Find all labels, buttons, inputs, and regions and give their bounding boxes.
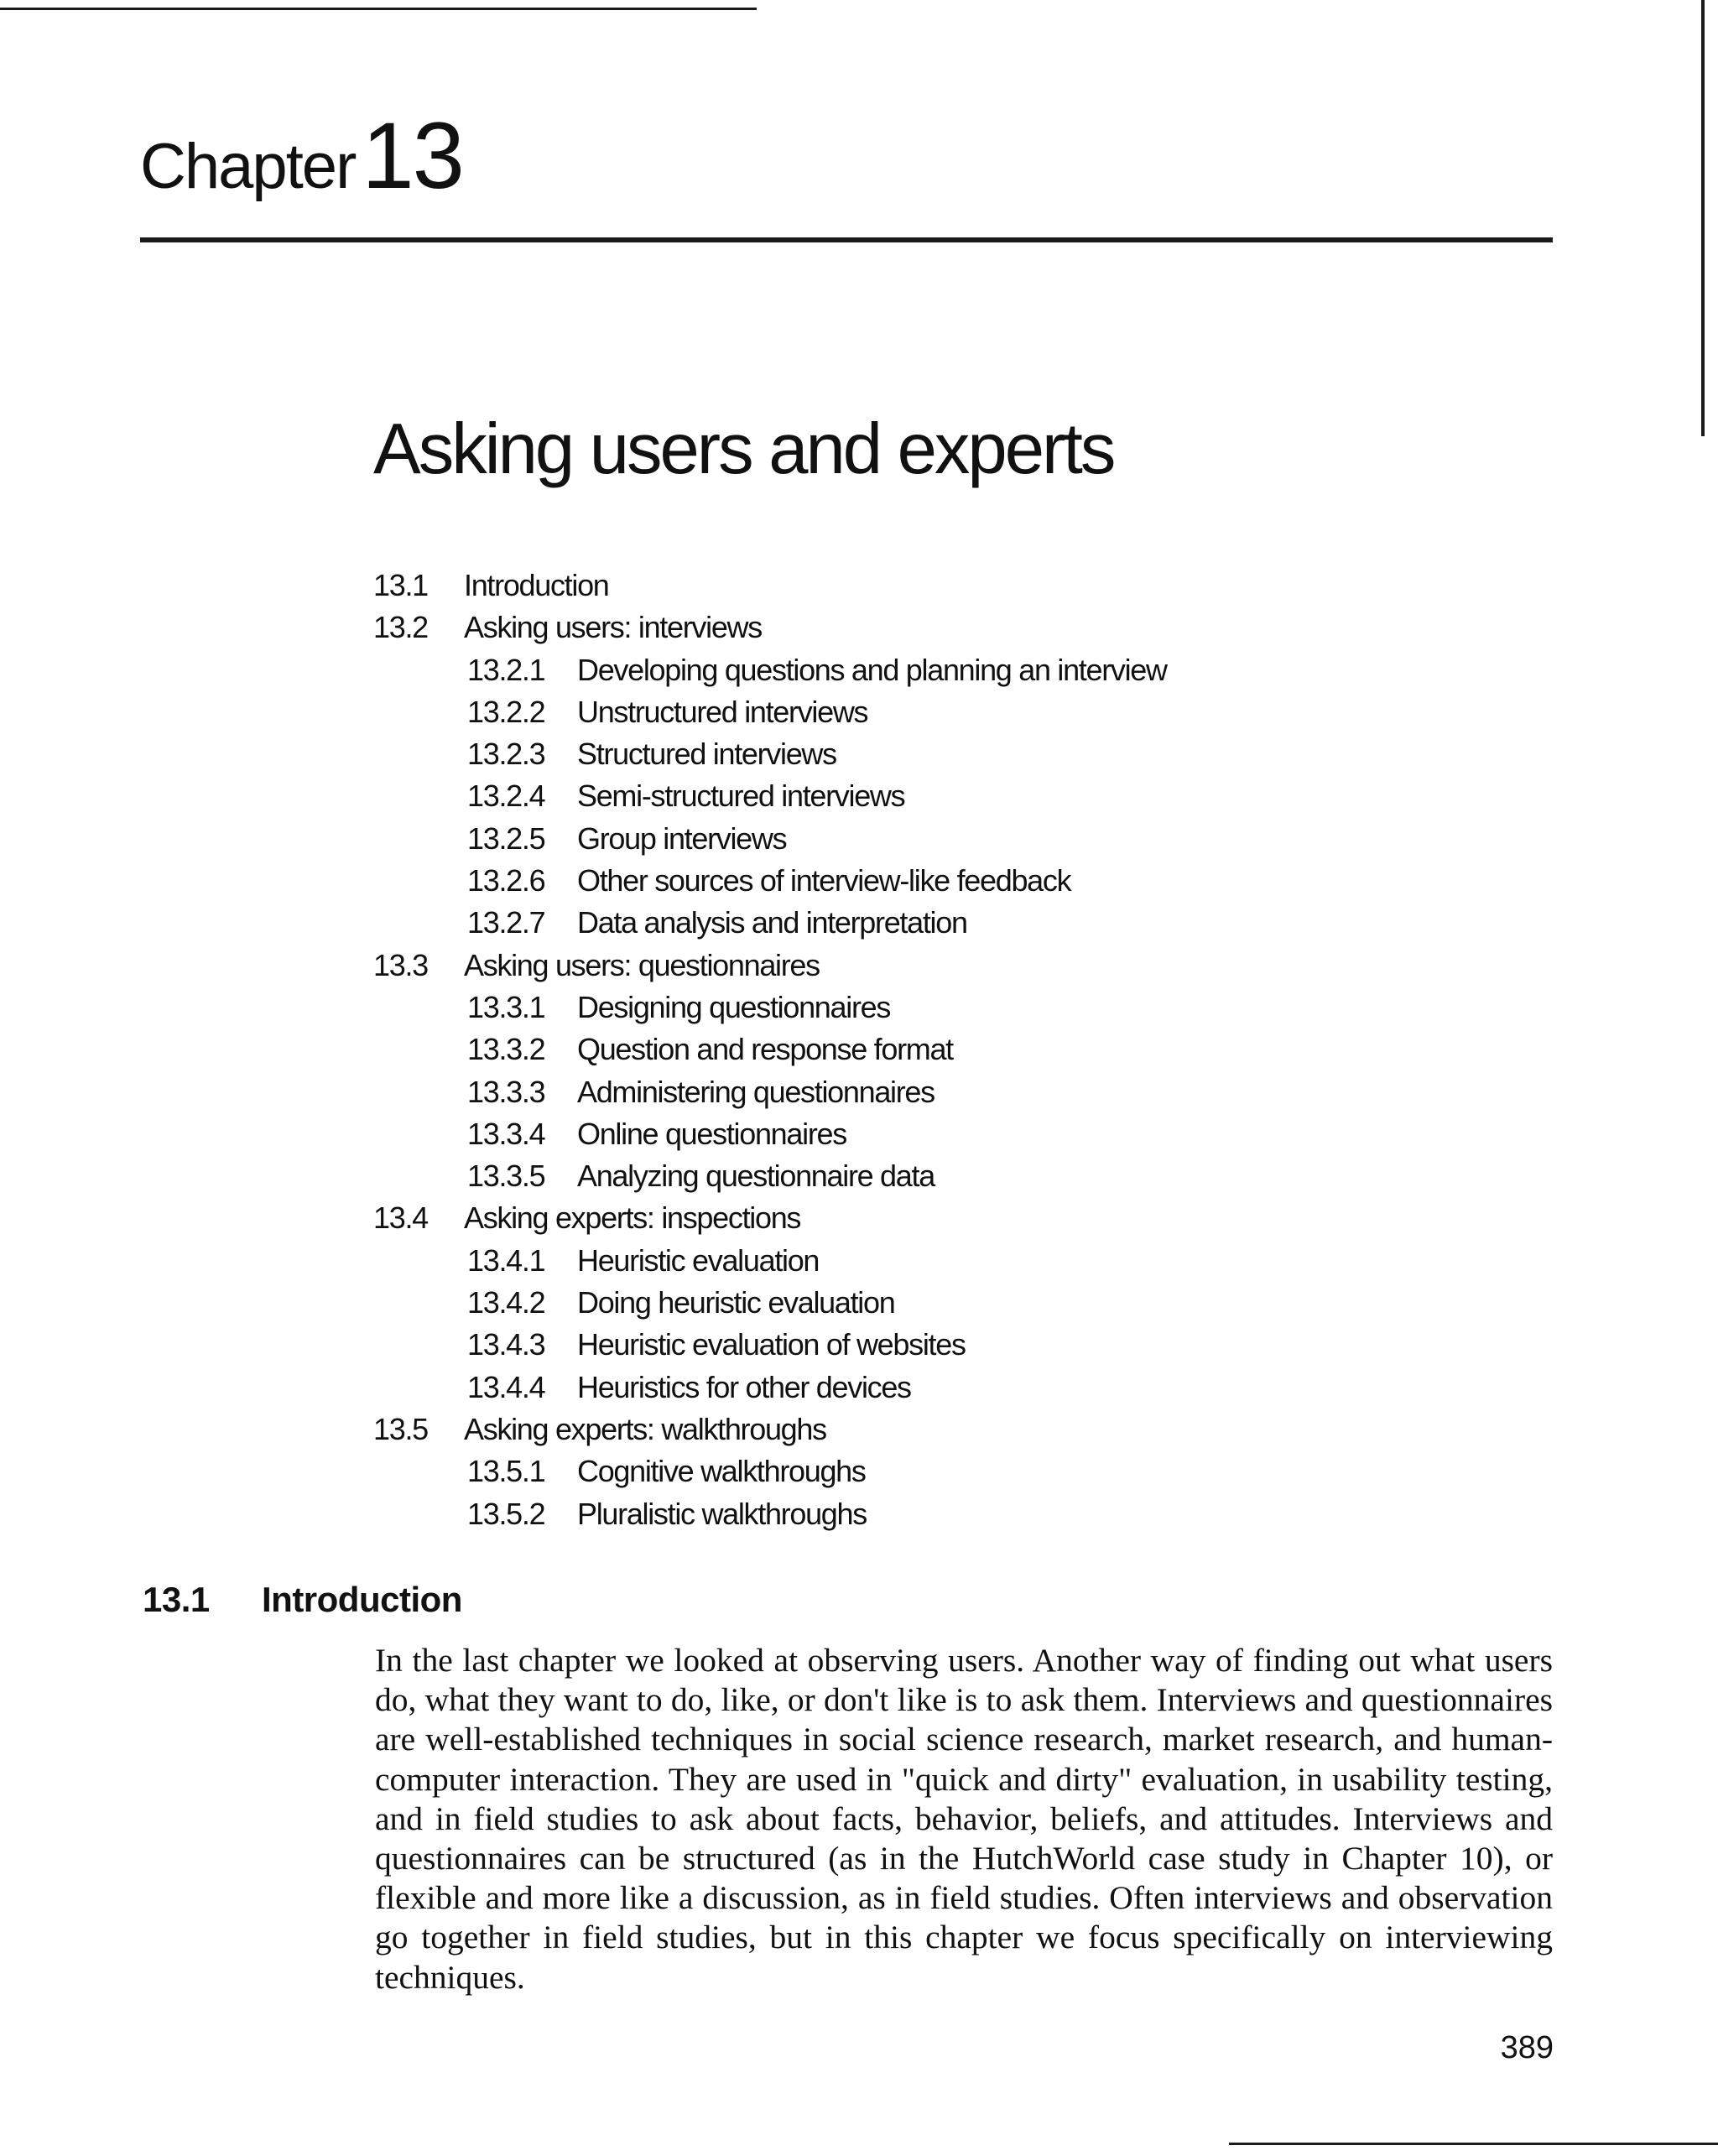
intro-paragraph: In the last chapter we looked at observing users. Another way of finding out what users do, what they want to do, like, or don't like is to ask them. Interviews and questionnaires are well-established techniques in social science research, market research, and human-computer interaction. They are used in "quick and dirty" evaluation, in usability testing, and in field studies to ask about facts, behavior, beliefs, and attitudes. Interviews and questionnaires can be structured (as in the HutchWorld case study in Chapter 10), or flexible and more like a discussion, as in field studies. Often interviews and observation go together in field studies, but in this chapter we focus specifically on interviewing techniques. <box>375 1642 1553 1996</box>
toc-entry-number: 13.4 <box>373 1200 428 1236</box>
toc-entry-label: Introduction <box>464 568 609 602</box>
toc-entry <box>373 1242 1380 1284</box>
chapter-word: Chapter <box>140 131 356 202</box>
toc-entry-number: 13.3.4 <box>467 1116 545 1151</box>
toc-entry <box>373 1115 1380 1157</box>
toc-entry-number: 13.4.2 <box>467 1285 545 1320</box>
toc-entry-label: Heuristic evaluation of websites <box>577 1327 966 1362</box>
chapter-number: 13 <box>362 103 463 208</box>
toc-entry <box>373 651 1380 693</box>
toc-entry-label: Asking users: interviews <box>464 610 762 645</box>
table-of-contents <box>373 566 1380 1537</box>
toc-entry-label: Other sources of interview-like feedback <box>577 863 1071 898</box>
toc-entry-label: Data analysis and interpretation <box>577 905 967 940</box>
toc-entry-number: 13.2.6 <box>467 863 545 898</box>
toc-entry <box>373 904 1380 945</box>
toc-entry-number: 13.5.1 <box>467 1454 545 1489</box>
toc-entry-label: Online questionnaires <box>577 1116 846 1151</box>
toc-entry-label: Pluralistic walkthroughs <box>577 1496 867 1531</box>
toc-entry <box>373 1368 1380 1410</box>
toc-entry-label: Asking experts: walkthroughs <box>464 1411 826 1446</box>
toc-entry-number: 13.2.5 <box>467 820 545 856</box>
toc-entry-number: 13.5 <box>373 1411 428 1446</box>
toc-entry <box>373 735 1380 777</box>
toc-entry-number: 13.4.4 <box>467 1369 545 1404</box>
chapter-heading <box>140 103 463 208</box>
toc-entry-label: Unstructured interviews <box>577 694 868 729</box>
toc-entry-label: Asking experts: inspections <box>464 1200 801 1236</box>
toc-entry-label: Administering questionnaires <box>577 1074 934 1109</box>
toc-entry-label: Heuristic evaluation <box>577 1242 820 1278</box>
toc-entry-number: 13.1 <box>373 568 428 602</box>
toc-entry <box>373 820 1380 862</box>
toc-entry <box>373 1325 1380 1367</box>
toc-entry-number: 13.4.1 <box>467 1242 545 1278</box>
top-rule <box>0 8 757 10</box>
toc-entry-label: Designing questionnaires <box>577 989 891 1024</box>
toc-entry-number: 13.4.3 <box>467 1327 545 1362</box>
toc-entry-number: 13.3 <box>373 947 428 982</box>
toc-entry-number: 13.2.1 <box>467 652 545 687</box>
toc-entry-number: 13.2.7 <box>467 905 545 940</box>
toc-entry-number: 13.2 <box>373 610 428 645</box>
toc-entry <box>373 862 1380 904</box>
toc-entry <box>373 608 1380 650</box>
toc-entry <box>373 1452 1380 1494</box>
right-edge-rule <box>1701 0 1705 436</box>
bottom-rule <box>1229 2143 1718 2145</box>
toc-entry <box>373 946 1380 988</box>
toc-entry-number: 13.2.3 <box>467 737 545 772</box>
toc-entry <box>373 1073 1380 1115</box>
toc-entry-label: Question and response format <box>577 1032 953 1067</box>
page-number: 389 <box>1500 2030 1554 2065</box>
section-number: 13.1 <box>143 1580 210 1619</box>
toc-entry <box>373 1495 1380 1537</box>
toc-entry <box>373 1199 1380 1241</box>
toc-entry-label: Analyzing questionnaire data <box>577 1159 934 1194</box>
section-heading <box>143 1580 462 1620</box>
chapter-title: Asking users and experts <box>373 409 1114 489</box>
toc-entry-label: Structured interviews <box>577 737 836 772</box>
toc-entry-number: 13.3.1 <box>467 989 545 1024</box>
toc-entry <box>373 1030 1380 1072</box>
toc-entry-label: Cognitive walkthroughs <box>577 1454 866 1489</box>
toc-entry <box>373 988 1380 1030</box>
toc-entry <box>373 1157 1380 1199</box>
toc-entry-label: Asking users: questionnaires <box>464 947 820 982</box>
toc-entry-number: 13.2.2 <box>467 694 545 729</box>
toc-entry-number: 13.5.2 <box>467 1496 545 1531</box>
toc-entry-number: 13.3.3 <box>467 1074 545 1109</box>
section-title: Introduction <box>262 1580 462 1619</box>
toc-entry-number: 13.2.4 <box>467 779 545 814</box>
toc-entry-number: 13.3.2 <box>467 1032 545 1067</box>
toc-entry-label: Developing questions and planning an interview <box>577 652 1167 687</box>
toc-entry <box>373 1284 1380 1325</box>
toc-entry <box>373 566 1380 608</box>
toc-entry-label: Heuristics for other devices <box>577 1369 911 1404</box>
chapter-rule <box>140 237 1553 242</box>
toc-entry <box>373 777 1380 819</box>
toc-entry <box>373 693 1380 735</box>
toc-entry <box>373 1410 1380 1452</box>
toc-entry-label: Doing heuristic evaluation <box>577 1285 895 1320</box>
toc-entry-label: Group interviews <box>577 820 787 856</box>
toc-entry-number: 13.3.5 <box>467 1159 545 1194</box>
toc-entry-label: Semi-structured interviews <box>577 779 905 814</box>
